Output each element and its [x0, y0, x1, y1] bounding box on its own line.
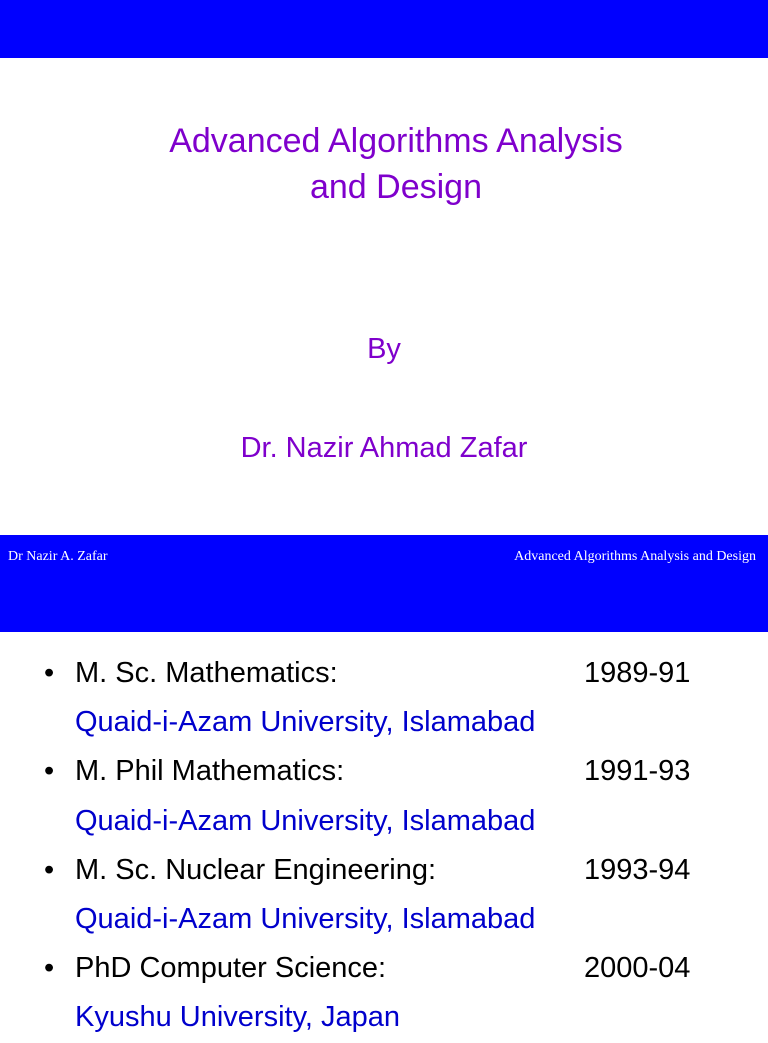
education-item — [44, 944, 744, 993]
years: 2000-04 — [584, 952, 691, 985]
institution: Quaid-i-Azam University, Islamabad — [75, 902, 536, 935]
education-item — [44, 846, 744, 895]
slide-title-line-1: Advanced Algorithms Analysis — [169, 122, 623, 160]
footer-author: Dr Nazir A. Zafar — [8, 549, 108, 564]
institution: Quaid-i-Azam University, Islamabad — [75, 804, 536, 837]
years: 1991-93 — [584, 755, 691, 788]
bullet: • — [44, 657, 55, 689]
footer-course-title: Advanced Algorithms Analysis and Design — [514, 549, 756, 564]
institution: Quaid-i-Azam University, Islamabad — [75, 706, 536, 739]
years: 1989-91 — [584, 657, 691, 689]
degree: PhD Computer Science: — [75, 952, 387, 985]
education-list — [44, 649, 744, 1043]
bullet: • — [44, 755, 55, 788]
degree: M. Phil Mathematics: — [75, 755, 345, 788]
degree: M. Sc. Mathematics: — [75, 657, 338, 689]
slide-title-line-2: and Design — [309, 168, 482, 206]
top-header-band — [0, 0, 768, 58]
bullet: • — [44, 952, 55, 985]
institution: Kyushu University, Japan — [75, 1001, 401, 1034]
degree: M. Sc. Nuclear Engineering: — [75, 853, 437, 886]
author-name: Dr. Nazir Ahmad Zafar — [240, 432, 528, 464]
slide-title — [0, 118, 768, 210]
years: 1993-94 — [584, 853, 691, 886]
bullet: • — [44, 853, 55, 886]
education-item — [44, 747, 744, 796]
by-label: By — [367, 333, 401, 365]
education-item — [44, 649, 744, 698]
